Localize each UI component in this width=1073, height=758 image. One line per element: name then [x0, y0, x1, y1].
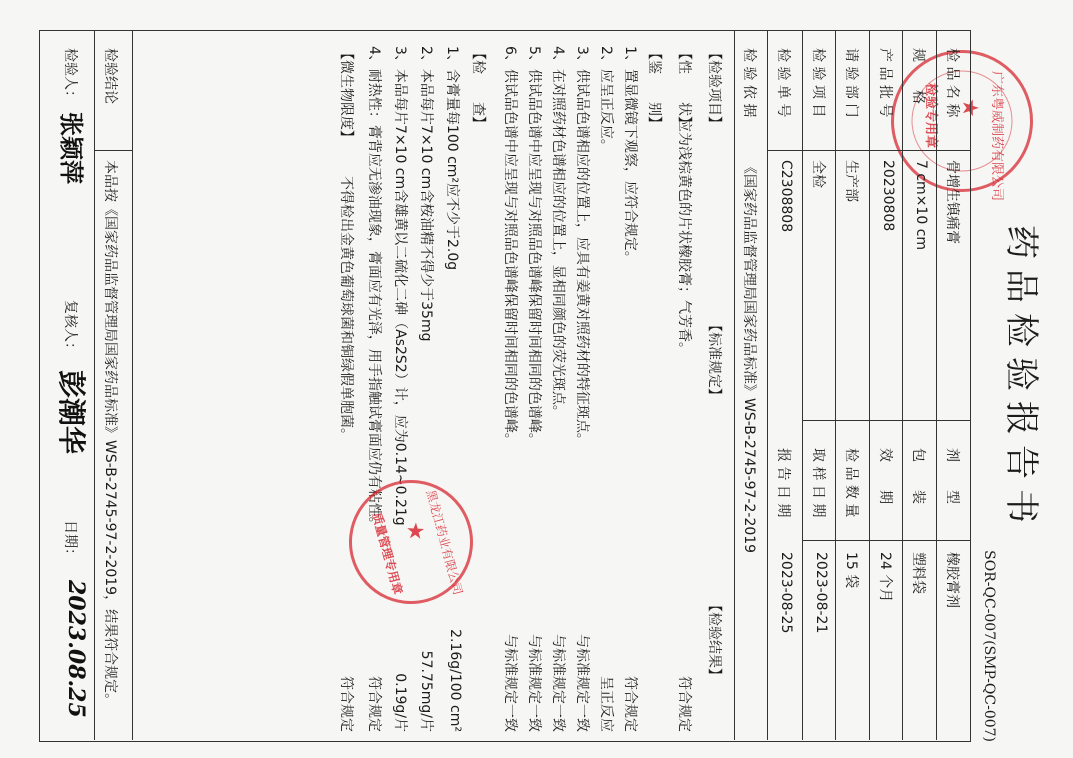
handwritten-date: 2023.08.25 [63, 580, 89, 718]
ident-2-result: 呈正反应 [598, 676, 614, 732]
label-quantity: 检 品 数 量 [843, 448, 859, 518]
reviewer-signature: 彭潮华 [55, 370, 88, 455]
heading-standard: 【标准规定】 [706, 318, 722, 402]
label-test-items: 检 验 项 目 [810, 48, 826, 118]
ident-1: 1、置显微镜下观察，应符合规定。 [622, 46, 638, 265]
label-basis: 检 验 依 据 [741, 48, 757, 118]
ident-3-result: 与标准规定一致 [574, 634, 590, 732]
inspect-4: 4、耐热性：膏背应无渗油现象，膏面应有光泽，用手指触试膏面应仍有粘性。 [366, 46, 382, 531]
heading-inspection: 【检 查】 [470, 46, 486, 130]
ident-1-result: 符合规定 [622, 676, 638, 732]
inspect-2-result: 57.75mg/片 [418, 650, 434, 732]
heading-identification: 【鉴 别】 [646, 46, 662, 130]
label-dosage-form: 剂 型 [944, 448, 960, 504]
value-sample-name: 骨增生镇痛膏 [944, 160, 960, 244]
label-inspector: 检验人： [62, 48, 78, 104]
value-conclusion: 本品按《国家药品监督管理局国家药品标准》WS-B-2745-97-2-2019，结果符合规定。 [102, 160, 118, 708]
label-report-date: 报 告 日 期 [775, 448, 791, 518]
value-department: 生产部 [843, 160, 859, 202]
value-quantity: 15 袋 [843, 552, 859, 589]
report-title: 药品检验报告书 [1001, 225, 1041, 533]
form-code: SOR-QC-007(SMP-QC-007) [981, 550, 997, 742]
label-department: 请 验 部 门 [843, 48, 859, 118]
heading-result: 【检验结果】 [706, 598, 722, 682]
value-sampling-date: 2023-08-21 [813, 552, 829, 634]
inspect-3-result: 0.19g/片 [392, 673, 408, 732]
inspect-1-result: 2.16g/100 cm² [447, 629, 463, 732]
microbial-result: 符合规定 [338, 676, 354, 732]
label-validity: 效 期 [877, 448, 893, 504]
heading-microbial: 【微生物限度】 [338, 46, 354, 144]
inspect-3: 3、本品每片7×10 cm含雄黄以二硫化二砷（As2S2）计，应为0.14~0.21g [392, 46, 408, 526]
value-spec: 7 cm×10 cm [913, 160, 929, 251]
ident-4-result: 与标准规定一致 [550, 634, 566, 732]
inspector-signature: 张颖萍 [57, 112, 86, 184]
star-icon: ★ [957, 98, 982, 118]
label-packaging: 包 装 [910, 448, 926, 504]
ident-6: 6、供试品色谱中应呈现与对照品色谱峰保留时间相同的色谱峰。 [502, 46, 518, 447]
label-reviewer: 复核人： [62, 300, 78, 356]
star-icon: ★ [400, 518, 430, 545]
label-batch: 产 品 批 号 [877, 48, 893, 118]
ident-5: 5、供试品色谱中应呈现与对照品色谱峰保留时间相同的色谱峰。 [526, 46, 542, 447]
label-sampling-date: 取 样 日 期 [810, 448, 826, 518]
seal-company-name-2: 黑龙江药业有限公司 [423, 488, 465, 597]
value-packaging: 塑料袋 [910, 552, 926, 594]
ident-3: 3、供试品色谱相应的位置上，应具有姜黄对照药材的特征斑点。 [574, 46, 590, 447]
inspect-4-result: 符合规定 [366, 676, 382, 732]
seal-inspection-purpose: 质量管理专用章 [369, 511, 405, 596]
value-batch: 20230808 [880, 160, 896, 232]
label-conclusion: 检验结论 [102, 48, 118, 104]
appearance-result: 符合规定 [676, 676, 692, 732]
microbial-standard: 不得检出金黄色葡萄球菌和铜绿假单胞菌。 [338, 176, 354, 442]
ident-5-result: 与标准规定一致 [526, 634, 542, 732]
heading-appearance: 【性 状】 [676, 46, 692, 130]
seal-purpose: 检验专用章 [923, 83, 938, 149]
label-date: 日期： [62, 520, 78, 562]
inspect-2: 2、本品每片7×10 cm含桉油精不得少于35mg [418, 46, 434, 342]
inspect-1: 1、含膏量每100 cm²应不少于2.0g [444, 46, 460, 271]
ident-2: 2、应呈正反应。 [598, 46, 614, 153]
value-test-items: 全检 [810, 160, 826, 188]
label-spec: 规 格 [910, 48, 926, 104]
value-basis: 《国家药品监督管理局国家药品标准》WS-B-2745-97-2-2019 [741, 160, 757, 554]
value-validity: 24 个月 [877, 552, 893, 603]
value-dosage-form: 橡胶膏剂 [944, 552, 960, 608]
appearance-standard: 应为浅棕黄色的片状橡胶膏；气芳香。 [676, 118, 692, 356]
value-report-no: C2308808 [778, 160, 794, 233]
seal-company-name: 广东粤威制药有限公司 [989, 71, 1004, 202]
value-report-date: 2023-08-25 [778, 552, 794, 634]
heading-test-items: 【检验项目】 [706, 46, 722, 130]
label-sample-name: 检 品 名 称 [944, 48, 960, 118]
label-report-no: 检 验 单 号 [775, 48, 791, 118]
ident-4: 4、在对照药材色谱相应的位置上，显相同颜色的荧光斑点。 [550, 46, 566, 419]
ident-6-result: 与标准规定一致 [502, 634, 518, 732]
